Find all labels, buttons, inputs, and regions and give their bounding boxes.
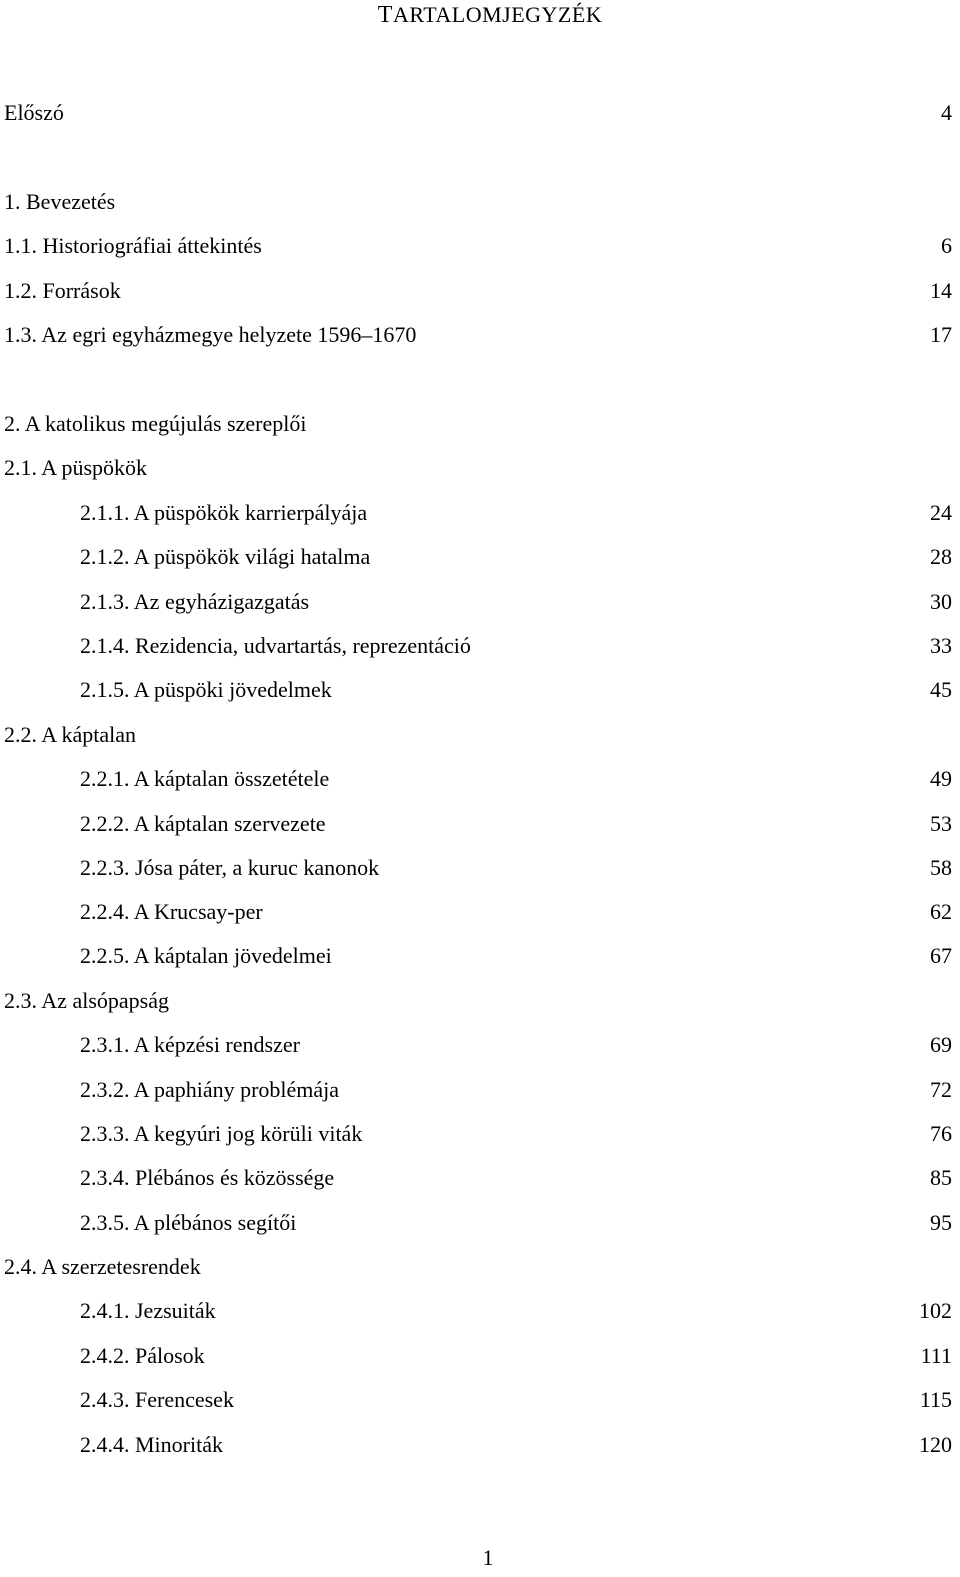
toc-entry-page: 4 (941, 100, 952, 125)
toc-entry-page: 14 (930, 278, 952, 303)
toc-entry[interactable] (0, 98, 960, 128)
toc-entry-page: 111 (920, 1343, 952, 1368)
toc-entry-page: 17 (930, 322, 952, 347)
toc-entry-page: 67 (930, 943, 952, 968)
toc-entry-page: 6 (941, 233, 952, 258)
toc-entry-page: 24 (930, 500, 952, 525)
toc-entry-label: 2.1.3. Az egyházigazgatás (80, 589, 310, 614)
page-title (0, 0, 960, 30)
toc-entry-label: 2.4.1. Jezsuiták (80, 1298, 216, 1323)
toc-entry-label: 2.2. A káptalan (4, 722, 136, 747)
toc-entry[interactable] (0, 320, 960, 350)
toc-entry-label: 2.2.2. A káptalan szervezete (80, 811, 326, 836)
toc-entry-page: 58 (930, 855, 952, 880)
toc-entry[interactable] (0, 587, 960, 617)
toc-entry[interactable] (0, 809, 960, 839)
toc-entry[interactable] (0, 1296, 960, 1326)
toc-entry-label: 1.2. Források (4, 278, 121, 303)
toc-entry[interactable] (0, 1252, 960, 1282)
toc-entry-label: 2.1.5. A püspöki jövedelmek (80, 677, 332, 702)
toc-entry-label: 2.1.2. A püspökök világi hatalma (80, 544, 371, 569)
toc-entry-label: 2.1.4. Rezidencia, udvartartás, reprezentáció (80, 633, 471, 658)
page-number: 1 (482, 1545, 494, 1570)
toc-entry-page: 49 (930, 766, 952, 791)
toc-entry-page: 33 (930, 633, 952, 658)
toc-entry[interactable] (0, 498, 960, 528)
toc-entry[interactable] (0, 187, 960, 217)
toc-entry[interactable] (0, 1208, 960, 1238)
toc-entry-label: 2.1.1. A püspökök karrierpályája (80, 500, 368, 525)
toc-entry-label: 2.1. A püspökök (4, 455, 148, 480)
toc-entry-label: 2.4.2. Pálosok (80, 1343, 205, 1368)
toc-entry-label: 2.3.3. A kegyúri jog körüli viták (80, 1121, 363, 1146)
toc-entry-label: 2.4.3. Ferencesek (80, 1387, 234, 1412)
toc-entry[interactable] (0, 675, 960, 705)
toc-entry[interactable] (0, 764, 960, 794)
toc-entry-page: 72 (930, 1077, 952, 1102)
toc-entry-label: 1.3. Az egri egyházmegye helyzete 1596–1670 (4, 322, 417, 347)
toc-entry-label: 2.3.4. Plébános és közössége (80, 1165, 335, 1190)
toc-entry-label: 2.3.2. A paphiány problémája (80, 1077, 340, 1102)
toc-entry-label: 2.3. Az alsópapság (4, 988, 169, 1013)
toc-entry-page: 62 (930, 899, 952, 924)
toc-entry[interactable] (0, 1119, 960, 1149)
toc-entry-label: 2.4.4. Minoriták (80, 1432, 223, 1457)
toc-entry-page: 115 (919, 1387, 952, 1412)
toc-entry-label: 2.2.3. Jósa páter, a kuruc kanonok (80, 855, 380, 880)
toc-entry-label: 2.2.1. A káptalan összetétele (80, 766, 330, 791)
toc-entry-label: 2. A katolikus megújulás szereplői (4, 411, 307, 436)
toc-entry-label: 2.2.5. A káptalan jövedelmei (80, 943, 332, 968)
toc-entry[interactable] (0, 409, 960, 439)
toc-entry[interactable] (0, 1075, 960, 1105)
toc-entry-page: 69 (930, 1032, 952, 1057)
toc-entry[interactable] (0, 853, 960, 883)
page-title-initial: T (377, 2, 393, 28)
toc-entry-page: 95 (930, 1210, 952, 1235)
toc-entry-page: 28 (930, 544, 952, 569)
toc-entry-page: 45 (930, 677, 952, 702)
toc-entry[interactable] (0, 1163, 960, 1193)
toc-entry-page: 120 (919, 1432, 952, 1457)
toc-entry[interactable] (0, 720, 960, 750)
toc-entry[interactable] (0, 1030, 960, 1060)
page-title-rest: ARTALOMJEGYZÉK (392, 2, 603, 27)
toc-entry[interactable] (0, 542, 960, 572)
toc-entry-page: 30 (930, 589, 952, 614)
toc-entry[interactable] (0, 1385, 960, 1415)
toc-entry-label: 1.1. Historiográfiai áttekintés (4, 233, 262, 258)
toc-entry[interactable] (0, 1430, 960, 1460)
toc-entry[interactable] (0, 1341, 960, 1371)
toc-entry[interactable] (0, 941, 960, 971)
toc-entry-label: Előszó (4, 100, 64, 125)
toc-entry-label: 2.3.5. A plébános segítői (80, 1210, 297, 1235)
toc-entry-label: 1. Bevezetés (4, 189, 116, 214)
toc-entry-label: 2.2.4. A Krucsay-per (80, 899, 263, 924)
toc-entry[interactable] (0, 276, 960, 306)
toc-entry[interactable] (0, 986, 960, 1016)
toc-entry[interactable] (0, 453, 960, 483)
toc-entry-page: 76 (930, 1121, 952, 1146)
toc-entry-page: 53 (930, 811, 952, 836)
toc-entry-label: 2.4. A szerzetesrendek (4, 1254, 201, 1279)
toc-entry[interactable] (0, 631, 960, 661)
toc-entry-page: 102 (919, 1298, 952, 1323)
toc-entry[interactable] (0, 897, 960, 927)
toc-entry-page: 85 (930, 1165, 952, 1190)
toc-entry[interactable] (0, 231, 960, 261)
toc-entry-label: 2.3.1. A képzési rendszer (80, 1032, 300, 1057)
